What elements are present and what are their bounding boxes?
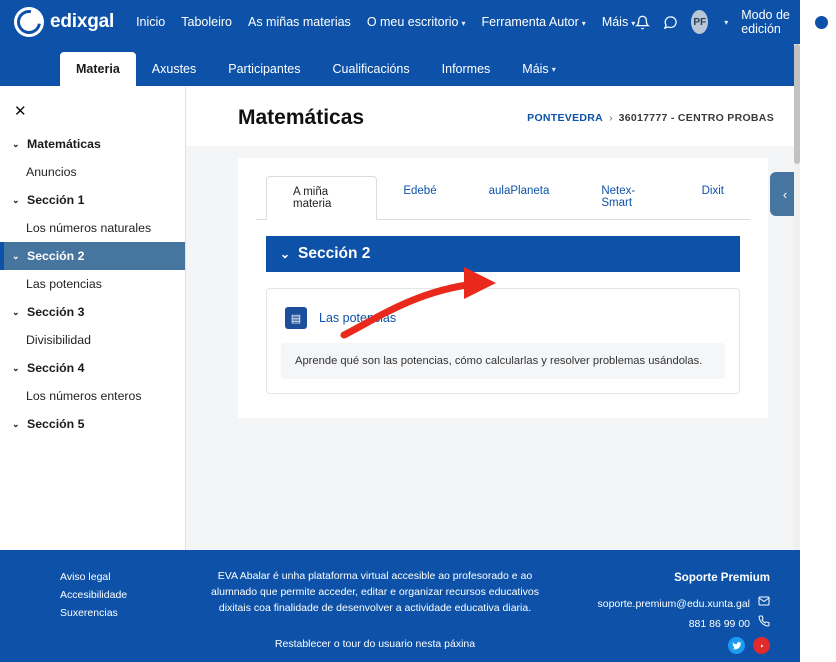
footer-links — [30, 568, 180, 652]
tab-materia-label: Materia — [76, 62, 120, 76]
sidebar-item-label: Sección 2 — [27, 249, 85, 263]
tab-cualificacions-label: Cualificacións — [332, 62, 410, 76]
chevron-down-icon: ▾ — [631, 19, 636, 28]
tab-informes[interactable] — [426, 52, 507, 86]
footer-link-accesibilidade[interactable]: Accesibilidade — [60, 589, 128, 601]
navbar-right-group — [635, 8, 836, 36]
envelope-icon — [758, 594, 770, 614]
content-tab-aulaplaneta[interactable] — [463, 176, 576, 219]
activity-description: Aprende qué son las potencias, cómo calcularlas y resolver problemas usándolas. — [281, 343, 725, 379]
nav-link-as-minas-materias[interactable] — [248, 15, 351, 29]
content-tab-label: aulaPlaneta — [488, 185, 550, 197]
nav-link-materias-label: As miñas materias — [248, 15, 351, 29]
chat-icon[interactable] — [663, 13, 678, 31]
sidebar-item-divisibilidad[interactable] — [0, 326, 185, 354]
breadcrumb-root[interactable]: PONTEVEDRA — [527, 112, 604, 124]
twitter-icon[interactable] — [728, 637, 745, 654]
sidebar-item-label: Sección 1 — [27, 193, 85, 207]
edit-mode-label: Modo de edición — [741, 8, 790, 36]
brand-name: edixgal — [50, 11, 115, 32]
sidebar-item-seccion-5[interactable] — [0, 410, 185, 438]
chevron-down-icon: ▾ — [551, 64, 556, 74]
sidebar-item-los-numeros-enteros[interactable] — [0, 382, 185, 410]
support-email: soporte.premium@edu.xunta.gal — [597, 598, 750, 610]
tab-axustes[interactable] — [136, 52, 212, 86]
tab-axustes-label: Axustes — [151, 62, 197, 76]
tab-materia[interactable] — [60, 52, 136, 86]
breadcrumb-current: 36017777 - CENTRO PROBAS — [618, 112, 774, 124]
nav-link-mais[interactable] — [602, 15, 635, 29]
nav-link-taboleiro-label: Taboleiro — [181, 15, 232, 29]
avatar[interactable]: PF — [691, 10, 708, 34]
section-header-seccion-2[interactable] — [266, 236, 740, 272]
support-phone: 881 86 99 00 — [688, 618, 750, 630]
sidebar-item-los-numeros-naturales[interactable] — [0, 214, 185, 242]
top-navbar — [0, 0, 800, 44]
sidebar-item-matematicas[interactable] — [0, 130, 185, 158]
chevron-down-icon: ⌄ — [12, 138, 20, 149]
sidebar-item-anuncios[interactable] — [0, 158, 185, 186]
chevron-down-icon: ⌄ — [12, 194, 20, 205]
page-header — [186, 86, 800, 146]
main-content — [186, 86, 800, 550]
page-title: Matemáticas — [238, 106, 365, 129]
nav-link-ferramenta-label: Ferramenta Autor — [481, 15, 579, 29]
content-tab-edebe[interactable] — [377, 176, 462, 219]
activity-link[interactable]: Las potencias — [319, 311, 397, 325]
sidebar-item-label: Sección 5 — [27, 417, 85, 431]
content-tab-strip — [256, 176, 750, 220]
edit-mode-toggle[interactable] — [812, 14, 835, 31]
course-tab-bar — [0, 44, 800, 86]
chevron-down-icon: ⌄ — [12, 418, 20, 429]
footer-social-links — [728, 637, 770, 654]
chevron-left-icon: ‹ — [782, 186, 788, 202]
breadcrumb — [527, 112, 774, 124]
sidebar-item-seccion-3[interactable] — [0, 298, 185, 326]
chevron-down-icon: ⌄ — [280, 247, 291, 261]
primary-nav — [136, 15, 635, 29]
edixgal-logo-icon — [14, 7, 44, 37]
nav-link-ferramenta-autor[interactable] — [482, 15, 586, 29]
content-tab-label: Netex-Smart — [601, 185, 636, 209]
footer-link-suxerencias[interactable]: Suxerencias — [60, 607, 118, 619]
chevron-down-icon: ⌄ — [12, 250, 20, 261]
close-icon[interactable]: ✕ — [14, 103, 27, 120]
tab-participantes-label: Participantes — [228, 62, 301, 76]
tab-participantes[interactable] — [212, 52, 316, 86]
bell-icon[interactable] — [635, 13, 650, 31]
sidebar-item-seccion-4[interactable] — [0, 354, 185, 382]
sidebar-item-label: Las potencias — [26, 277, 102, 291]
tab-mais-label: Máis — [522, 62, 549, 76]
avatar-chevron-down-icon[interactable]: ▾ — [724, 17, 729, 27]
chevron-down-icon: ⌄ — [12, 362, 20, 373]
tab-mais[interactable] — [506, 52, 571, 86]
content-tab-label: Dixit — [701, 185, 724, 197]
sidebar-item-label: Divisibilidad — [26, 333, 91, 347]
chevron-down-icon: ▾ — [581, 19, 586, 28]
footer-restore-tour-link[interactable]: Restablecer o tour do usuario nesta páxina — [274, 638, 476, 650]
sidebar-item-label: Anuncios — [26, 165, 77, 179]
phone-icon — [758, 614, 770, 634]
sidebar-item-label: Los números enteros — [26, 389, 142, 403]
chevron-down-icon: ⌄ — [12, 306, 20, 317]
sidebar-item-label: Los números naturales — [26, 221, 152, 235]
activity-list — [266, 288, 740, 394]
course-index-sidebar — [0, 86, 186, 550]
chevron-down-icon: ▾ — [461, 19, 466, 28]
nav-link-inicio[interactable] — [136, 15, 165, 29]
nav-link-mais-label: Máis — [601, 15, 629, 29]
activity-item-las-potencias[interactable] — [281, 303, 725, 343]
nav-link-escritorio-label: O meu escritorio — [366, 15, 459, 29]
tab-informes-label: Informes — [441, 62, 491, 76]
footer-description: EVA Abalar é unha plataforma virtual accesible ao profesorado e ao alumnado que permite acceder, editar e organizar recursos educativos dixitais coa finalidade de desenvolver a actividade educativa diaria. — [210, 570, 540, 614]
content-tab-label: Edebé — [403, 185, 437, 197]
nav-link-o-meu-escritorio[interactable] — [367, 15, 466, 29]
course-content-card — [238, 158, 768, 418]
edit-mode-group — [741, 8, 836, 36]
brand-logo-area[interactable] — [14, 7, 114, 37]
nav-link-taboleiro[interactable] — [181, 15, 232, 29]
page-footer — [0, 550, 800, 662]
breadcrumb-separator: › — [609, 112, 613, 124]
nav-link-inicio-label: Inicio — [136, 15, 166, 29]
sidebar-item-label: Matemáticas — [27, 137, 101, 151]
footer-description-block — [180, 568, 570, 652]
body-wrapper — [0, 86, 800, 550]
book-activity-icon: ▤ — [285, 307, 307, 329]
content-tab-label: A miña materia — [293, 186, 332, 210]
section-title: Sección 2 — [298, 245, 371, 262]
tab-cualificacions[interactable] — [317, 52, 426, 86]
sidebar-item-seccion-1[interactable] — [0, 186, 185, 214]
sidebar-item-seccion-2[interactable] — [0, 242, 185, 270]
youtube-icon[interactable] — [753, 637, 770, 654]
content-tab-netex-smart[interactable] — [575, 176, 675, 219]
support-title: Soporte Premium — [674, 572, 770, 584]
content-tab-dixit[interactable] — [676, 176, 750, 219]
sidebar-item-las-potencias[interactable] — [0, 270, 185, 298]
support-email-row[interactable] — [570, 594, 770, 614]
content-tab-a-mina-materia[interactable] — [266, 176, 377, 220]
sidebar-item-label: Sección 4 — [27, 361, 85, 375]
footer-link-aviso-legal[interactable]: Aviso legal — [60, 571, 111, 583]
page-scrollbar[interactable] — [794, 44, 800, 550]
support-phone-row[interactable] — [570, 614, 770, 634]
sidebar-item-label: Sección 3 — [27, 305, 85, 319]
